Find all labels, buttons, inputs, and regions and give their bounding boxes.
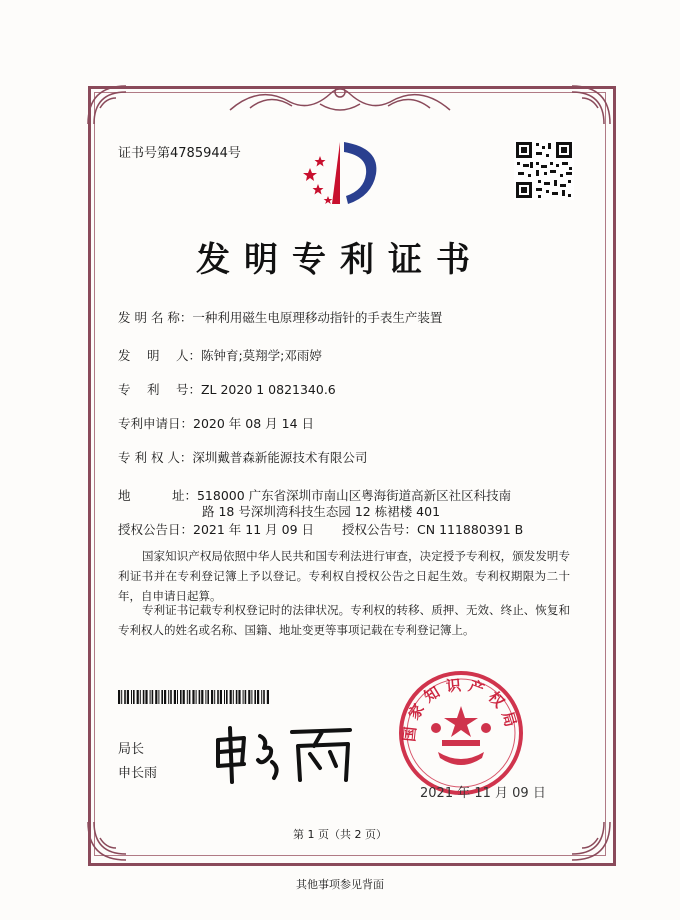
top-ornament-icon [220, 80, 460, 116]
inventor-row [118, 346, 322, 364]
official-seal-image [396, 668, 526, 798]
field-value: 陈钟育;莫翔学;邓雨婷 [200, 348, 322, 363]
seal-text: 国家知识产权局 [400, 675, 522, 743]
legal-status-paragraph: 专利证书记载专利权登记时的法律状况。专利权的转移、质押、无效、终止、恢复和专利权人的姓名或名称、国籍、地址变更等事项记载在专利登记簿上。 [118, 603, 570, 637]
certificate-title: 发明专利证书 [196, 240, 484, 280]
qr-code-icon [514, 140, 574, 200]
certificate-number: 证书号第4785944号 [118, 146, 241, 161]
grant-number-row [342, 520, 523, 538]
patentee-row [118, 448, 367, 466]
corner-ornament-icon [570, 84, 612, 126]
cnipa-logo-icon [296, 134, 382, 214]
seal-date: 2021 年 11 月 09 日 [420, 786, 546, 801]
signature-image [210, 722, 360, 786]
application-date-row [118, 414, 314, 432]
grant-statement-paragraph: 国家知识产权局依照中华人民共和国专利法进行审查，决定授予专利权，颁发发明专利证书并在专利登记簿上予以登记。专利权自授权公告之日起生效。专利权期限为二十年，自申请日起算。 [118, 549, 570, 603]
field-value: 深圳戴普森新能源技术有限公司 [192, 450, 368, 465]
invention-name-row [118, 308, 442, 326]
grant-date-row [118, 520, 314, 538]
field-value: 路 18 号深圳湾科技生态园 12 栋裙楼 401 [202, 504, 441, 519]
field-label: 专利申请日： [118, 416, 194, 431]
barcode-icon [118, 690, 270, 704]
field-value: 2020 年 08 月 14 日 [193, 416, 315, 431]
patent-number-row [118, 380, 336, 398]
footer-note: 其他事项参见背面 [296, 878, 384, 891]
page-number: 第 1 页（共 2 页） [293, 828, 387, 841]
corner-ornament-icon [86, 84, 128, 126]
signatory-name: 申长雨 [118, 766, 158, 781]
field-value: 2021 年 11 月 09 日 [193, 522, 315, 537]
field-label: 专 利 号： [118, 382, 201, 397]
field-label: 地 址： [118, 488, 197, 503]
field-label: 授权公告号： [342, 522, 418, 537]
field-value: 518000 广东省深圳市南山区粤海街道高新区社区科技南 [196, 488, 512, 503]
field-label: 专 利 权 人： [118, 450, 193, 465]
field-value: 一种利用磁生电原理移动指针的手表生产装置 [192, 310, 443, 325]
field-label: 授权公告日： [118, 522, 194, 537]
field-label: 发 明 名 称： [118, 310, 193, 325]
signatory-title: 局长 [118, 742, 145, 757]
field-label: 发 明 人： [118, 348, 201, 363]
address-row-continued [202, 502, 440, 520]
field-value: ZL 2020 1 0821340.6 [200, 382, 336, 397]
field-value: CN 111880391 B [417, 522, 524, 537]
